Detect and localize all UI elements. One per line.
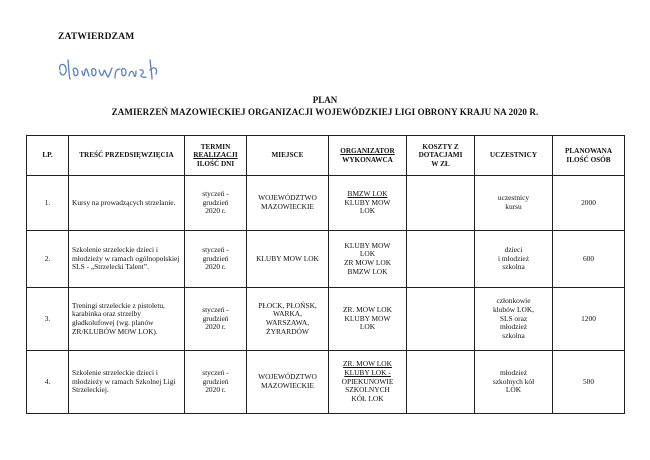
cell-planowana: 2000 [553,176,625,231]
cell-miejsce: WOJEWÓDZTWO MAZOWIECKIE [247,351,329,414]
table-row [27,351,625,414]
header-tresc: TREŚĆ PRZEDSIĘWZIĘCIA [69,136,185,176]
cell-lp: 4. [27,351,69,414]
cell-miejsce: KLUBY MOW LOK [247,231,329,288]
cell-tresc: Kursy na prowadzących strzelanie. [69,176,185,231]
cell-tresc: Szkolenie strzeleckie dzieci i młodzieży w ramach ogólnopolskiej SLS - „Strzelecki Talent”. [69,231,185,288]
signature-image [54,46,194,86]
approve-label: ZATWIERDZAM [58,32,135,42]
cell-termin: styczeń - grudzień 2020 r. [185,288,247,351]
cell-miejsce: WOJEWÓDZTWO MAZOWIECKIE [247,176,329,231]
cell-planowana: 500 [553,351,625,414]
cell-organizator: BMZW LOK KLUBY MOW LOK [329,176,407,231]
cell-uczestnicy: dzieci i młodzież szkolna [475,231,553,288]
table-header-row [27,136,625,176]
cell-tresc: Treningi strzeleckie z pistoletu, karabinka oraz strzelby gładkolufowej (wg. planów ZR/KLUBÓW MOW LOK). [69,288,185,351]
cell-termin: styczeń - grudzień 2020 r. [185,176,247,231]
cell-organizator: ZR. MOW LOK KLUBY MOW LOK [329,288,407,351]
plan-subtitle: ZAMIERZEŃ MAZOWIECKIEJ ORGANIZACJI WOJEWÓDZKIEJ LIGI OBRONY KRAJU NA 2020 R. [111,107,539,117]
header-planowana: PLANOWANA ILOŚĆ OSÓB [553,136,625,176]
cell-uczestnicy: członkowie klubów LOK, SLS oraz młodzież szkolna [475,288,553,351]
header-koszty: KOSZTY Z DOTACJAMI W ZŁ [407,136,475,176]
cell-termin: styczeń - grudzień 2020 r. [185,351,247,414]
table-row [27,231,625,288]
cell-koszty [407,176,475,231]
table-row [27,176,625,231]
cell-organizator: ZR. MOW LOK KLUBY LOK - OPIEKUNOWIE SZKOLNYCH KÓŁ LOK [329,351,407,414]
cell-termin: styczeń - grudzień 2020 r. [185,231,247,288]
cell-planowana: 1200 [553,288,625,351]
cell-tresc: Szkolenie strzeleckie dzieci i młodzieży w ramach Szkolnej Ligi Strzeleckiej. [69,351,185,414]
header-uczestnicy: UCZESTNICY [475,136,553,176]
table-row [27,288,625,351]
cell-koszty [407,231,475,288]
header-termin: TERMIN REALIZACJI ILOŚĆ DNI [185,136,247,176]
plan-table [26,135,625,414]
cell-uczestnicy: młodzież szkolnych kół LOK [475,351,553,414]
plan-title: PLAN [312,95,338,105]
cell-koszty [407,288,475,351]
cell-planowana: 600 [553,231,625,288]
cell-uczestnicy: uczestnicy kursu [475,176,553,231]
cell-miejsce: PŁOCK, PŁOŃSK, WARKA, WARSZAWA, ŻYRARDÓW [247,288,329,351]
cell-lp: 3. [27,288,69,351]
header-organizator: ORGANIZATOR WYKONAWCA [329,136,407,176]
cell-lp: 2. [27,231,69,288]
header-miejsce: MIEJSCE [247,136,329,176]
cell-lp: 1. [27,176,69,231]
cell-koszty [407,351,475,414]
header-lp: LP. [27,136,69,176]
cell-organizator: KLUBY MOW LOK ZR MOW LOK BMZW LOK [329,231,407,288]
